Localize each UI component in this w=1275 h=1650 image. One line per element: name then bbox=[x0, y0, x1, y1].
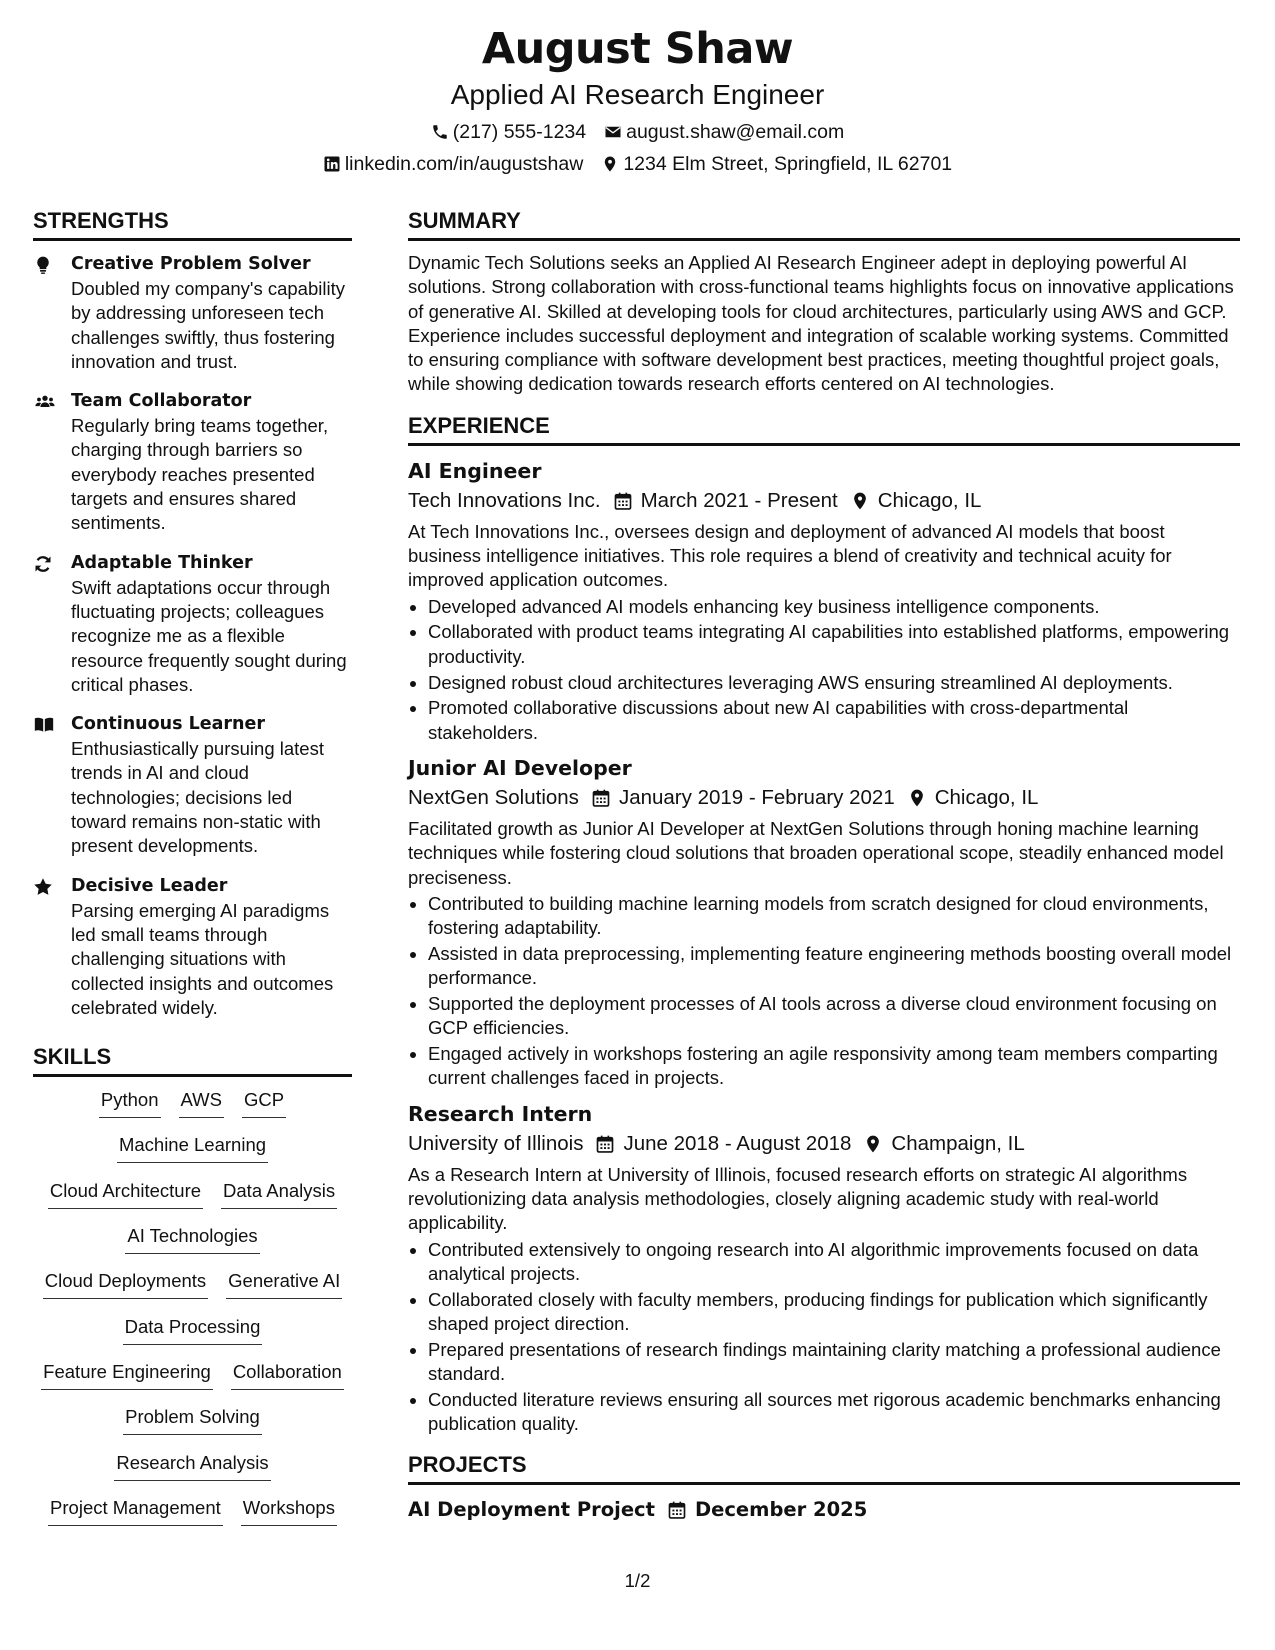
address-text: 1234 Elm Street, Springfield, IL 62701 bbox=[623, 153, 953, 175]
skill-tag: Cloud Deployments bbox=[43, 1268, 208, 1299]
job-description: As a Research Intern at University of Illinois, focused research efforts on strategic AI algorithms revolutionizing data analysis methodologies, closely aligning academic study with real-world applicability. bbox=[408, 1163, 1188, 1234]
job-description: Facilitated growth as Junior AI Developer at NextGen Solutions through honing machine learning techniques while fostering cloud solutions that broaden operational scope, steadily enhanced model preciseness. bbox=[408, 817, 1224, 888]
skill-tag: AI Technologies bbox=[125, 1223, 259, 1254]
job-dates-text: June 2018 - August 2018 bbox=[623, 1131, 852, 1155]
job-bullet: • Conducted literature reviews ensuring all sources met rigorous academic benchmarks enhancing publication quality. bbox=[428, 1388, 1240, 1437]
contact-phone bbox=[431, 117, 586, 147]
contact-linkedin[interactable] bbox=[323, 149, 583, 179]
job-location bbox=[850, 486, 982, 516]
job-dates-text: March 2021 - Present bbox=[640, 488, 838, 512]
job-location-text: Chicago, IL bbox=[877, 488, 982, 512]
job-bullets bbox=[408, 1238, 1240, 1437]
company-name: NextGen Solutions bbox=[408, 785, 579, 809]
email-text: august.shaw@email.com bbox=[626, 121, 845, 143]
job-bullets bbox=[408, 595, 1240, 745]
phone-icon bbox=[431, 123, 449, 141]
strength-description: Doubled my company's capability by addressing unforeseen tech challenges swiftly, thus fostering innovation and trust. bbox=[71, 278, 345, 372]
skill-tag: Cloud Architecture bbox=[48, 1178, 203, 1209]
left-column bbox=[33, 206, 352, 1540]
job-bullet: • Collaborated with product teams integrating AI capabilities into established platforms, empowering productivity. bbox=[428, 620, 1240, 669]
skill-tag: Workshops bbox=[241, 1495, 337, 1526]
strength-title: Continuous Learner bbox=[71, 714, 266, 735]
job-meta bbox=[408, 783, 1240, 813]
skill-tag: Problem Solving bbox=[123, 1404, 262, 1435]
linkedin-icon bbox=[323, 155, 341, 173]
strength-title: Creative Problem Solver bbox=[71, 254, 311, 274]
job-description: At Tech Innovations Inc., oversees design and deployment of advanced AI models that boost business intelligence initiatives. This role requires a blend of creativity and technical acuity for improved application outcomes. bbox=[408, 520, 1172, 591]
skill-row bbox=[33, 1268, 352, 1313]
candidate-name: August Shaw bbox=[481, 24, 794, 74]
job-bullet: • Promoted collaborative discussions about new AI capabilities with cross-departmental stakeholders. bbox=[428, 696, 1240, 745]
job-dates bbox=[591, 783, 895, 813]
project-date-text: December 2025 bbox=[694, 1498, 868, 1522]
page-number: 1/2 bbox=[624, 1570, 651, 1591]
project-name: AI Deployment Project bbox=[408, 1498, 655, 1522]
skill-row bbox=[33, 1495, 352, 1540]
strength-title: Adaptable Thinker bbox=[71, 552, 253, 573]
job-bullet: • Contributed to building machine learning models from scratch designed for cloud environments, fostering adaptability. bbox=[428, 892, 1240, 941]
experience-entry bbox=[408, 456, 1240, 745]
skill-tag: GCP bbox=[242, 1087, 286, 1118]
skills-heading: SKILLS bbox=[33, 1042, 352, 1077]
strength-title: Decisive Leader bbox=[71, 875, 228, 896]
project-date bbox=[667, 1495, 867, 1525]
strength-item bbox=[33, 711, 352, 858]
job-location-text: Champaign, IL bbox=[891, 1131, 1025, 1155]
strength-item bbox=[33, 251, 352, 374]
job-location bbox=[907, 783, 1039, 813]
job-location-text: Chicago, IL bbox=[934, 785, 1039, 809]
job-bullet: • Engaged actively in workshops fostering an agile responsivity among team members comparting current challenges faced in projects. bbox=[428, 1042, 1240, 1091]
job-bullet: • Designed robust cloud architectures leveraging AWS ensuring streamlined AI deployments. bbox=[428, 671, 1240, 695]
job-dates bbox=[613, 486, 838, 516]
experience-entry bbox=[408, 1099, 1240, 1437]
job-location bbox=[863, 1129, 1024, 1159]
job-bullets bbox=[408, 892, 1240, 1091]
phone-text: (217) 555-1234 bbox=[452, 121, 587, 143]
contact-address bbox=[601, 149, 952, 179]
skill-row bbox=[33, 1314, 352, 1359]
strength-description: Enthusiastically pursuing latest trends in AI and cloud technologies; decisions led toward remains non-static with present developments. bbox=[71, 738, 324, 857]
skill-tag: Feature Engineering bbox=[41, 1359, 213, 1390]
skill-row bbox=[33, 1359, 352, 1404]
strength-item bbox=[33, 550, 352, 697]
job-bullet: • Collaborated closely with faculty members, producing findings for publication which significantly shaped project direction. bbox=[428, 1288, 1240, 1337]
job-bullet: • Assisted in data preprocessing, implementing feature engineering methods boosting overall model performance. bbox=[428, 942, 1240, 991]
map-pin-icon bbox=[850, 491, 870, 511]
projects-heading: PROJECTS bbox=[408, 1450, 1240, 1485]
strengths-heading: STRENGTHS bbox=[33, 206, 352, 241]
skill-row bbox=[33, 1404, 352, 1449]
strength-description: Parsing emerging AI paradigms led small teams through challenging situations with collected insights and outcomes celebrated widely. bbox=[71, 899, 334, 1018]
resume-header bbox=[0, 22, 1275, 179]
project-entry bbox=[408, 1495, 1240, 1525]
linkedin-text: linkedin.com/in/augustshaw bbox=[344, 153, 584, 175]
strength-description: Regularly bring teams together, charging through barriers so everybody reaches presented targets and ensures shared sentiments. bbox=[71, 415, 329, 534]
map-pin-icon bbox=[863, 1134, 883, 1154]
calendar-icon bbox=[595, 1134, 615, 1154]
skill-tag: AWS bbox=[179, 1087, 224, 1118]
job-bullet: • Developed advanced AI models enhancing key business intelligence components. bbox=[428, 595, 1240, 619]
skill-tag: Machine Learning bbox=[117, 1132, 268, 1163]
skill-tag: Data Processing bbox=[123, 1314, 263, 1345]
strength-item bbox=[33, 388, 352, 535]
job-dates bbox=[595, 1129, 851, 1159]
strength-title: Team Collaborator bbox=[71, 391, 252, 412]
book-icon bbox=[33, 715, 55, 735]
job-bullet: • Prepared presentations of research findings maintaining clarity matching a professional audience standard. bbox=[428, 1338, 1240, 1387]
map-pin-icon bbox=[601, 155, 619, 173]
job-meta bbox=[408, 1129, 1240, 1159]
job-title: AI Engineer bbox=[408, 458, 542, 483]
skill-tag: Data Analysis bbox=[221, 1178, 337, 1209]
envelope-icon bbox=[604, 123, 622, 141]
sync-icon bbox=[33, 554, 53, 574]
job-title: Junior AI Developer bbox=[408, 755, 632, 780]
calendar-icon bbox=[667, 1500, 687, 1520]
experience-entry bbox=[408, 753, 1240, 1091]
company-name: University of Illinois bbox=[408, 1131, 584, 1155]
skill-tag: Python bbox=[99, 1087, 161, 1118]
job-bullet: • Supported the deployment processes of AI tools across a diverse cloud environment focusing on GCP efficiencies. bbox=[428, 992, 1240, 1041]
job-meta bbox=[408, 486, 1240, 516]
star-icon bbox=[33, 877, 53, 897]
skill-tag: Project Management bbox=[48, 1495, 223, 1526]
skill-tag: Collaboration bbox=[231, 1359, 344, 1390]
company-name: Tech Innovations Inc. bbox=[408, 488, 601, 512]
skill-row bbox=[33, 1450, 352, 1495]
users-icon bbox=[33, 392, 57, 412]
skill-row bbox=[33, 1132, 352, 1177]
calendar-icon bbox=[613, 491, 633, 511]
strength-item bbox=[33, 873, 352, 1020]
contact-row-1 bbox=[0, 117, 1275, 147]
skill-tag: Research Analysis bbox=[114, 1450, 270, 1481]
job-title: Research Intern bbox=[408, 1101, 593, 1126]
experience-heading: EXPERIENCE bbox=[408, 411, 1240, 446]
contact-email[interactable] bbox=[604, 117, 844, 147]
summary-heading: SUMMARY bbox=[408, 206, 1240, 241]
candidate-title: Applied AI Research Engineer bbox=[450, 79, 825, 110]
skill-row bbox=[33, 1223, 352, 1268]
skill-tag: Generative AI bbox=[226, 1268, 342, 1299]
right-column bbox=[408, 206, 1240, 1525]
job-dates-text: January 2019 - February 2021 bbox=[618, 785, 895, 809]
contact-row-2 bbox=[0, 149, 1275, 179]
summary-text: Dynamic Tech Solutions seeks an Applied AI Research Engineer adept in deploying powerful AI solutions. Strong collaboration with cross-functional teams highlights focus on innovative applications of generative AI. Skilled at developing tools for cloud architectures, particularly using AWS and GCP. Experience includes successful deployment and integration of scalable working systems. Committed to ensuring compliance with software development best practices, meeting thoughtful project goals, while showing dedication towards research efforts centered on AI technologies. bbox=[408, 252, 1234, 395]
skills-list bbox=[33, 1087, 352, 1540]
lightbulb-icon bbox=[33, 255, 53, 275]
skill-row bbox=[33, 1178, 352, 1223]
skill-row bbox=[33, 1087, 352, 1132]
calendar-icon bbox=[591, 788, 611, 808]
map-pin-icon bbox=[907, 788, 927, 808]
strength-description: Swift adaptations occur through fluctuating projects; colleagues recognize me as a flexible resource frequently sought during critical phases. bbox=[71, 576, 347, 695]
job-bullet: • Contributed extensively to ongoing research into AI algorithmic improvements focused on data analytical projects. bbox=[428, 1238, 1240, 1287]
